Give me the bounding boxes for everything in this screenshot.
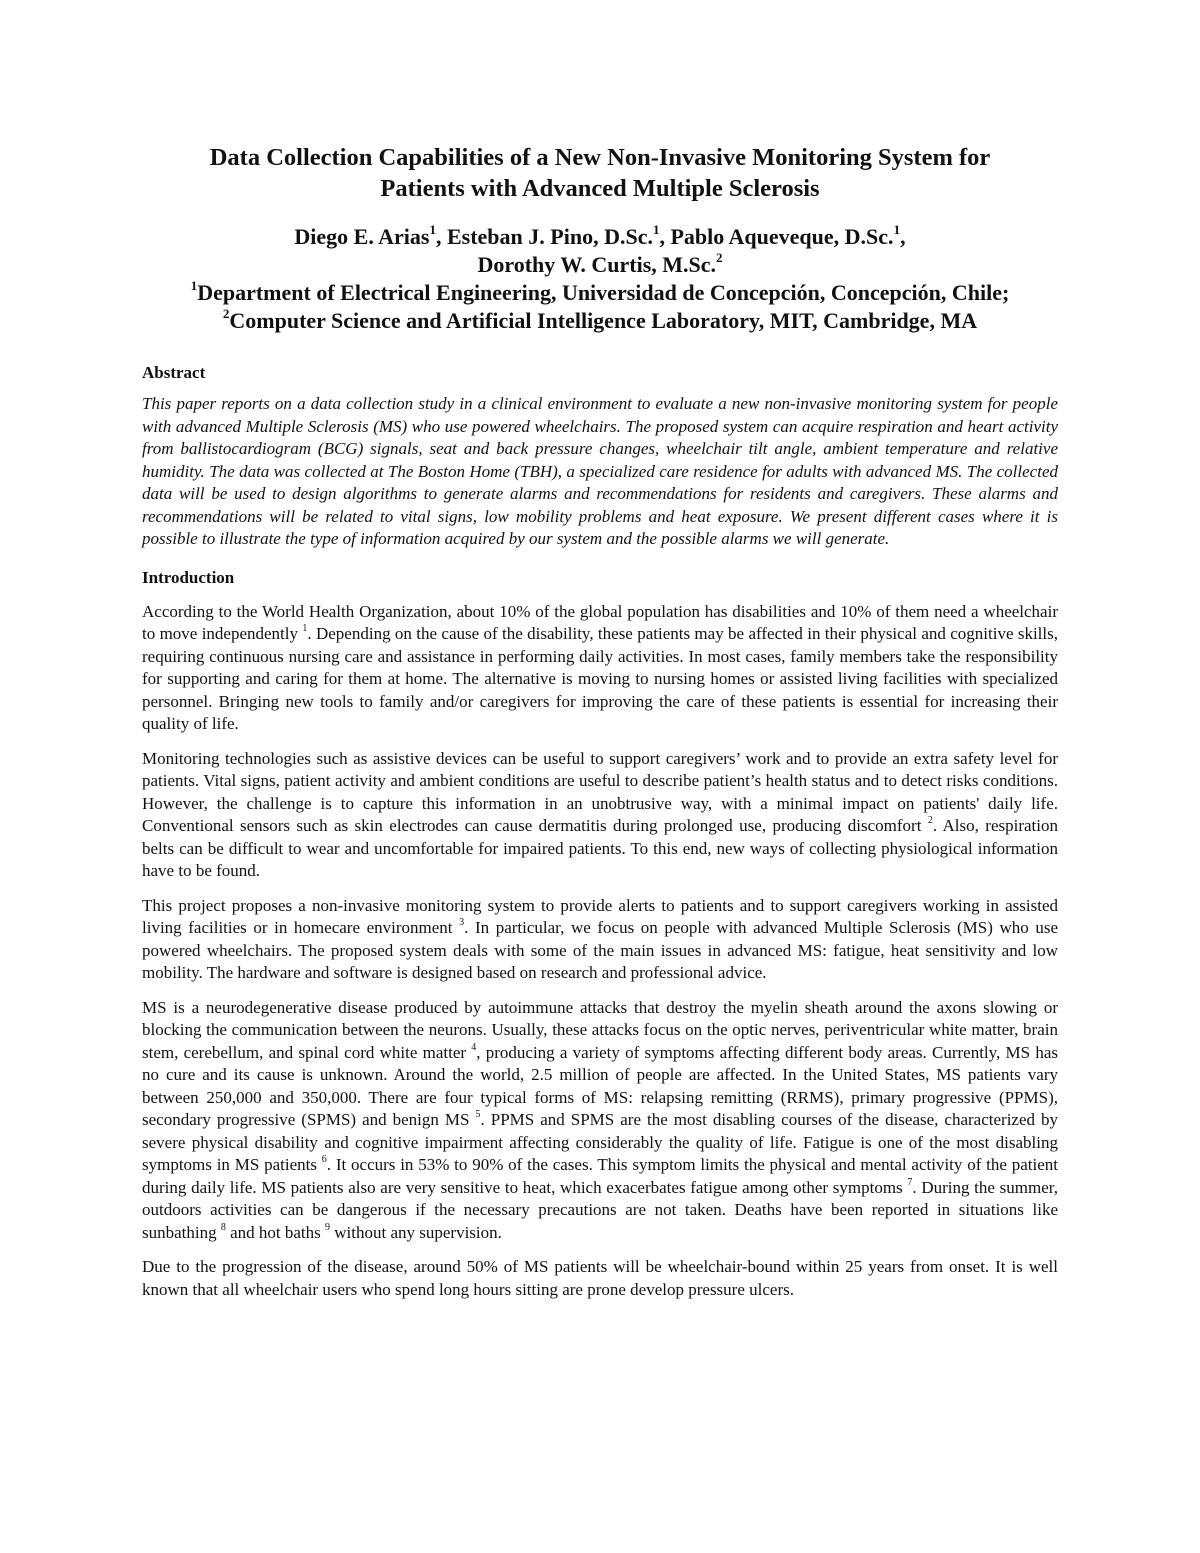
paper-page xyxy=(142,142,1058,1301)
paragraph-text: . It occurs in 53% to 90% of the cases. This symptom limits the physical and mental activity of the patient during daily life. MS patients also are very sensitive to heat, which exacerbates fatigue among other symptoms xyxy=(142,1155,1058,1197)
author-name: , Esteban J. Pino, D.Sc. xyxy=(435,224,653,249)
author-list xyxy=(142,223,1058,279)
affiliation-text: Department of Electrical Engineering, Universidad de Concepción, Concepción, Chile; xyxy=(197,280,1010,305)
author-name: Dorothy W. Curtis, M.Sc. xyxy=(477,252,717,277)
intro-paragraph-4 xyxy=(142,997,1058,1245)
citation-marker: 3 xyxy=(459,917,465,929)
affiliation-marker: 2 xyxy=(222,305,230,321)
citation-marker: 2 xyxy=(927,815,933,827)
abstract-heading: Abstract xyxy=(142,363,206,382)
author-affiliation-marker: 1 xyxy=(429,221,436,237)
citation-marker: 1 xyxy=(302,623,308,635)
affiliation-marker: 1 xyxy=(190,277,198,293)
citation-marker: 9 xyxy=(325,1221,331,1233)
author-affiliation-marker: 1 xyxy=(893,221,901,237)
affiliation-text: Computer Science and Artificial Intelligence Laboratory, MIT, Cambridge, MA xyxy=(229,308,978,333)
paragraph-text: . Depending on the cause of the disability, these patients may be affected in their physical and cognitive skills, requiring continuous nursing care and assistance in performing daily activities. In most cases, family members take the responsibility for supporting and caring for them at home. The alternative is moving to nursing homes or assisted living facilities with specialized personnel. Bringing new tools to family and/or caregivers for improving the care of these patients is essential for increasing their quality of life. xyxy=(142,624,1058,733)
author-separator: , xyxy=(900,224,906,249)
paragraph-text: This project proposes a non-invasive monitoring system to provide alerts to patients and to support caregivers working in assisted living facilities or in homecare environment xyxy=(142,895,1058,937)
paragraph-text: . During the summer, outdoors activities can be dangerous if the necessary precautions are not taken. Deaths have been reported in situations like sunbathing xyxy=(142,1177,1058,1242)
affiliation-2 xyxy=(142,307,1058,335)
paragraph-text: . Also, respiration belts can be difficult to wear and uncomfortable for impaired patients. To this end, new ways of collecting physiological information have to be found. xyxy=(142,816,1058,880)
title-line-1: Data Collection Capabilities of a New Non-Invasive Monitoring System for xyxy=(209,144,991,171)
paragraph-text: . In particular, we focus on people with advanced Multiple Sclerosis (MS) who use powered wheelchairs. The proposed system deals with some of the main issues in advanced MS: fatigue, heat sensitivity and low mobility. The hardware and software is designed based on research and professional advice. xyxy=(142,918,1058,982)
citation-marker: 8 xyxy=(220,1221,226,1233)
paragraph-text: and hot baths xyxy=(225,1222,326,1242)
affiliation-1 xyxy=(142,279,1058,307)
paper-title xyxy=(142,142,1058,204)
citation-marker: 6 xyxy=(321,1154,327,1166)
author-affiliation-marker: 2 xyxy=(716,249,723,265)
author-name: Diego E. Arias xyxy=(294,224,430,249)
citation-marker: 5 xyxy=(475,1109,481,1121)
intro-paragraph-2 xyxy=(142,748,1058,883)
paragraph-text: Monitoring technologies such as assistive devices can be useful to support caregivers’ work and to provide an extra safety level for patients. Vital signs, patient activity and ambient conditions are useful to describe patient’s health status and to detect risks conditions. However, the challenge is to capture this information in an unobtrusive way, with a minimal impact on patients' daily life. Conventional sensors such as skin electrodes can cause dermatitis during prolonged use, producing discomfort xyxy=(142,748,1058,835)
introduction-heading: Introduction xyxy=(142,567,235,587)
paragraph-text: Due to the progression of the disease, around 50% of MS patients will be wheelchair-bound within 25 years from onset. It is well known that all wheelchair users who spend long hours sitting are prone develop pressure ulcers. xyxy=(142,1257,1058,1299)
intro-paragraph-5 xyxy=(142,1256,1058,1301)
paragraph-text: without any supervision. xyxy=(330,1222,502,1242)
paragraph-text: , producing a variety of symptoms affecting different body areas. Currently, MS has no cure and its cause is unknown. Around the world, 2.5 million of people are affected. In the United States, MS patients vary between 250,000 and 350,000. There are four typical forms of MS: relapsing remitting (RRMS), primary progressive (PPMS), secondary progressive (SPMS) and benign MS xyxy=(142,1042,1058,1129)
citation-marker: 4 xyxy=(471,1041,477,1053)
title-line-2: Patients with Advanced Multiple Sclerosis xyxy=(380,175,820,202)
paragraph-text: . PPMS and SPMS are the most disabling courses of the disease, characterized by severe physical disability and cognitive impairment affecting considerably the quality of life. Fatigue is one of the most disabling symptoms in MS patients xyxy=(142,1110,1059,1174)
intro-paragraph-1 xyxy=(142,601,1058,736)
citation-marker: 7 xyxy=(907,1176,913,1188)
author-name: , Pablo Aqueveque, D.Sc. xyxy=(659,224,894,249)
abstract-text: This paper reports on a data collection study in a clinical environment to evaluate a new non-invasive monitoring system for people with advanced Multiple Sclerosis (MS) who use powered wheelchairs. The proposed system can acquire respiration and heart activity from ballistocardiogram (BCG) signals, seat and back pressure changes, wheelchair tilt angle, ambient temperature and relative humidity. The data was collected at The Boston Home (TBH), a specialized care residence for adults with advanced MS. The collected data will be used to design algorithms to generate alarms and recommendations for residents and caregivers. These alarms and recommendations will be related to vital signs, low mobility problems and heat exposure. We present different cases where it is possible to illustrate the type of information acquired by our system and the possible alarms we will generate. xyxy=(142,394,1058,548)
intro-paragraph-3 xyxy=(142,895,1058,985)
paragraph-text: MS is a neurodegenerative disease produced by autoimmune attacks that destroy the myelin sheath around the axons slowing or blocking the communication between the neurons. Usually, these attacks focus on the optic nerves, periventricular white matter, brain stem, cerebellum, and spinal cord white matter xyxy=(142,997,1058,1062)
author-affiliation-marker: 1 xyxy=(652,221,660,237)
paragraph-text: According to the World Health Organization, about 10% of the global population has disabilities and 10% of them need a wheelchair to move independently xyxy=(142,601,1058,643)
